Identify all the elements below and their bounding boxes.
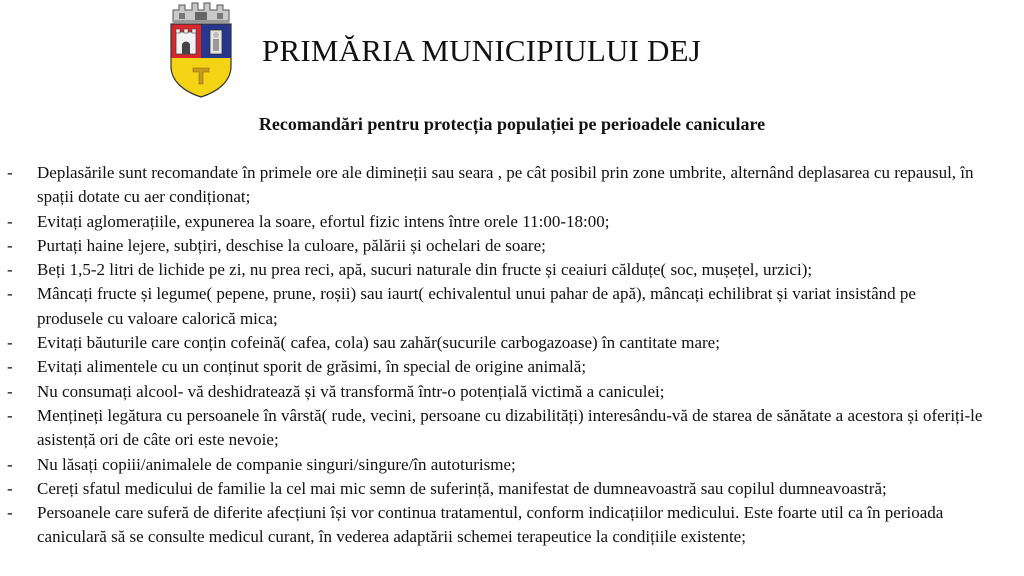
list-item <box>0 404 1024 453</box>
list-item <box>0 282 1024 331</box>
list-item <box>0 210 1024 234</box>
bullet-dash: - <box>7 284 13 304</box>
list-item-text: Mențineți legătura cu persoanele în vârstă( rude, vecini, persoane cu dizabilități) interesându-vă de starea de sănătate a acestora și oferiți-le asistență ori de câte ori este nevoie; <box>37 405 983 450</box>
list-item-text: Evitați aglomerațiile, expunerea la soare, efortul fizic intens între orele 11:00-18:00; <box>37 211 610 231</box>
bullet-dash: - <box>7 503 13 523</box>
document-heading: Recomandări pentru protecția populației pe perioadele caniculare <box>258 114 766 134</box>
bullet-dash: - <box>7 478 13 498</box>
list-item-text: Nu lăsați copiii/animalele de companie singuri/singure/în autoturisme; <box>37 454 516 474</box>
bullet-dash: - <box>7 454 13 474</box>
page-title: PRIMĂRIA MUNICIPIULUI DEJ <box>262 33 702 68</box>
bullet-dash: - <box>7 235 13 255</box>
bullet-dash: - <box>7 163 13 182</box>
list-item-text: Cereți sfatul medicului de familie la cel mai mic semn de suferință, manifestat de dumneavoastră sau copilul dumneavoastră; <box>37 478 887 498</box>
bullet-dash: - <box>7 260 13 280</box>
list-item-text: Mâncați fructe și legume( pepene, prune, roșii) sau iaurt( echivalentul unui pahar de apă), mâncați echilibrat și variat insistând pe produsele cu valoare calorică mica; <box>37 284 916 328</box>
list-item <box>0 453 1024 477</box>
bullet-dash: - <box>7 357 13 377</box>
dej-coat-of-arms-icon <box>165 0 237 100</box>
list-item <box>0 331 1024 355</box>
list-item <box>0 234 1024 258</box>
list-item-text: Nu consumați alcool- vă deshidratează și vă transformă într-o potențială victimă a caniculei; <box>37 381 665 401</box>
list-item <box>0 380 1024 404</box>
bullet-dash: - <box>7 381 13 401</box>
list-item <box>0 161 1024 210</box>
list-item-text: Evitați alimentele cu un conținut sporit de grăsimi, în special de origine animală; <box>37 357 587 377</box>
list-item-text: Beți 1,5-2 litri de lichide pe zi, nu prea reci, apă, sucuri naturale din fructe și ceaiuri călduțe( soc, mușețel, urzici); <box>37 260 813 280</box>
list-item <box>0 477 1024 501</box>
list-item <box>0 258 1024 282</box>
recommendation-list <box>0 161 1024 550</box>
list-item-text: Persoanele care suferă de diferite afecțiuni își vor continua tratamentul, conform indicațiilor medicului. Este foarte util ca în perioada caniculară să se consulte medicul curant, în vederea adaptării schemei terapeutice la condițiile existente; <box>37 503 944 547</box>
page-header <box>0 0 1024 110</box>
list-item <box>0 501 1024 550</box>
list-item-text: Deplasările sunt recomandate în primele ore ale dimineții sau seara , pe cât posibil prin zone umbrite, alternând deplasarea cu repausul, în spații dotate cu aer condiționat; <box>37 163 974 207</box>
list-item-text: Purtați haine lejere, subțiri, deschise la culoare, pălării și ochelari de soare; <box>37 235 546 255</box>
bullet-dash: - <box>7 211 13 231</box>
bullet-dash: - <box>7 333 13 353</box>
list-item <box>0 355 1024 379</box>
bullet-dash: - <box>7 405 13 425</box>
list-item-text: Evitați băuturile care conțin cofeină( cafea, cola) sau zahăr(sucurile carbogazoase) în cantitate mare; <box>37 333 720 353</box>
